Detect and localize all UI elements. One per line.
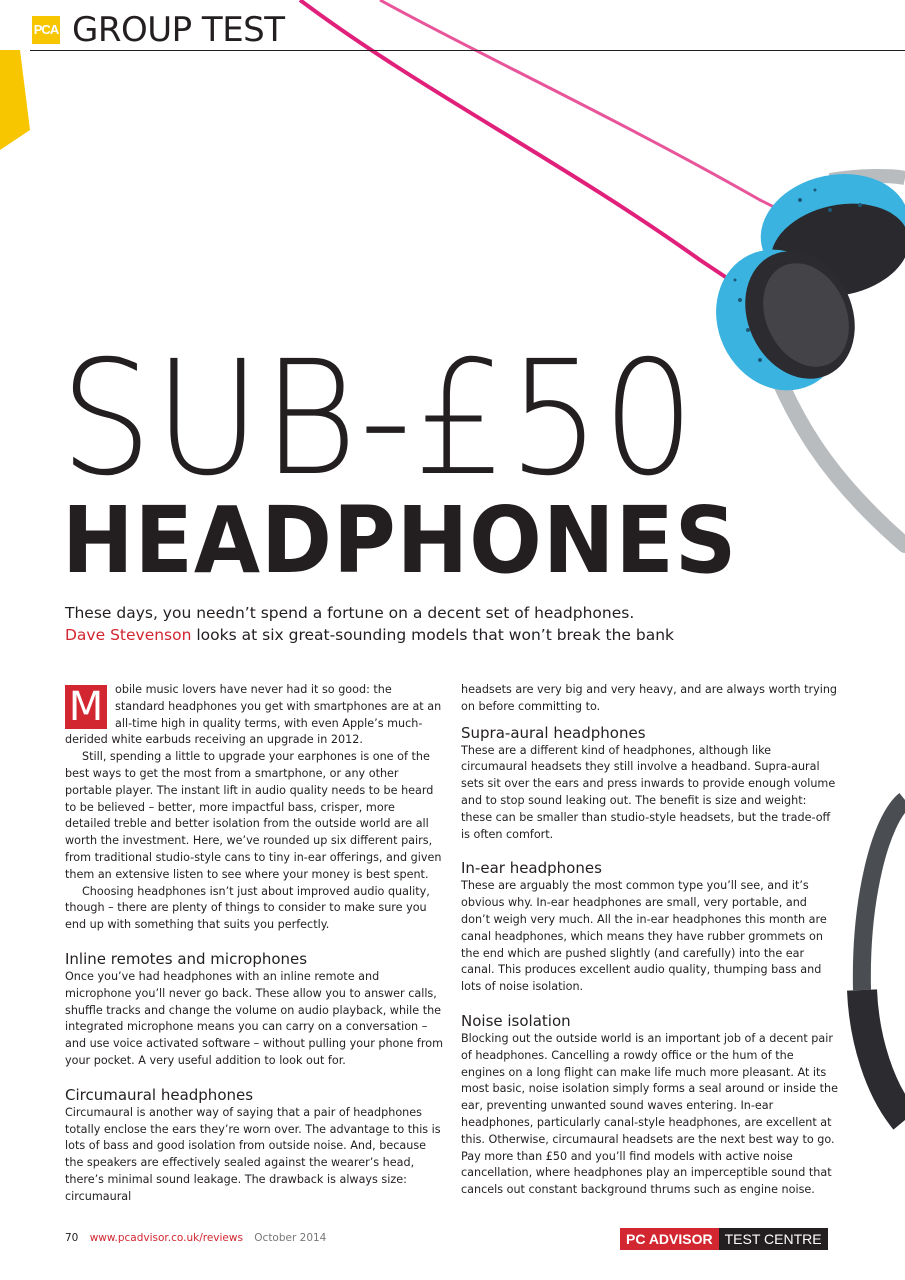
subhead-supra-aural: Supra-aural headphones bbox=[461, 723, 646, 742]
intro-paragraph: M obile music lovers have never had it so good: the standard headphones you get with smartphones are at an all-time high in quality terms, with even Apple’s much-derided white earbuds receiving an upgrade in 2012. bbox=[65, 683, 442, 747]
subhead-inline-remotes: Inline remotes and microphones bbox=[65, 949, 308, 968]
body-column-right bbox=[461, 682, 839, 1199]
brand-name: PC ADVISOR bbox=[620, 1228, 719, 1250]
pca-logo: PCA bbox=[32, 16, 60, 44]
body-paragraph: These are a different kind of headphones, although like circumaural headsets they still involve a headband. Supra-aural sets sit over the ears and press inwards to provide enough volume and to stop sound leaking out. The benefit is size and weight: these can be smaller than studio-style headsets, but the trade-off is often comfort. bbox=[461, 743, 836, 841]
header-rule bbox=[30, 50, 905, 51]
body-paragraph: Circumaural is another way of saying that a pair of headphones totally enclose the ears they’re worn over. The advantage to this is lots of bass and good isolation from outside noise. And, because the speakers are effectively sealed against the wearer’s head, there’s minimal sound leakage. The drawback is always size: circumaural bbox=[65, 1105, 441, 1203]
body-paragraph: Blocking out the outside world is an important job of a decent pair of headphones. Cancelling a rowdy office or the hum of the engines on a long flight can make life much more pleasant. At its most basic, noise isolation simply forms a seal around or inside the ear, preventing unwanted sound waves entering. In-ear headphones, particularly canal-style headphones, are excellent at this. Otherwise, circumaural headsets are the next best way to go. Pay more than £50 and you’ll find models with active noise cancellation, where headphones play an imperceptible sound that cancels out constant background thrums such as engine noise. bbox=[461, 1031, 838, 1197]
drop-cap: M bbox=[65, 685, 107, 729]
headline-line2: HEADPHONES bbox=[62, 487, 738, 594]
issue-date: October 2014 bbox=[254, 1232, 327, 1244]
section-title: GROUP TEST bbox=[72, 10, 285, 50]
body-paragraph: Once you’ve had headphones with an inline remote and microphone you’ll never go back. These allow you to answer calls, shuffle tracks and change the volume on audio playback, while the integrated microphone means you can carry on a conversation – and use voice activated software – without pulling your phone from your pocket. A very useful addition to look out for. bbox=[65, 969, 443, 1067]
standfirst bbox=[65, 602, 765, 646]
yellow-edge-tab bbox=[0, 50, 30, 150]
footer-url-link[interactable]: www.pcadvisor.co.uk/reviews bbox=[89, 1232, 243, 1244]
body-paragraph: These are arguably the most common type you’ll see, and it’s obvious why. In-ear headphones are small, very portable, and don’t weigh very much. All the in-ear headphones this month are canal headphones, which means they have rubber grommets on the end which are pushed slightly (and carefully) into the ear canal. This produces excellent audio quality, thumping bass and lots of noise isolation. bbox=[461, 879, 827, 994]
subhead-noise-isolation: Noise isolation bbox=[461, 1011, 571, 1030]
brand-badge bbox=[620, 1228, 828, 1250]
body-column-left bbox=[65, 682, 443, 1206]
page-number: 70 bbox=[65, 1232, 79, 1244]
standfirst-line2: Dave Stevenson looks at six great-sounding models that won’t break the bank bbox=[65, 626, 675, 644]
page-footer bbox=[65, 1232, 326, 1244]
headline-line1: SUB-£50 bbox=[60, 327, 697, 511]
body-paragraph: headsets are very big and very heavy, and are always worth trying on before committing to. bbox=[461, 683, 838, 713]
author-name: Dave Stevenson bbox=[65, 626, 192, 644]
body-paragraph: Choosing headphones isn’t just about improved audio quality, though – there are plenty of things to consider to make sure you end up with something that suits you perfectly. bbox=[65, 884, 430, 932]
brand-section: TEST CENTRE bbox=[719, 1228, 828, 1250]
subhead-in-ear: In-ear headphones bbox=[461, 859, 602, 878]
body-paragraph: Still, spending a little to upgrade your earphones is one of the best ways to get the most from a smartphone, or any other portable player. The instant lift in audio quality needs to be heard to be believed – better, more impactful bass, crisper, more detailed treble and better isolation from the outside world are all worth the investment. Here, we’ve rounded up six different pairs, from traditional studio-style cans to tiny in-ear offerings, and given them an extensive listen to see where your money is best spent. bbox=[65, 750, 442, 881]
subhead-circumaural: Circumaural headphones bbox=[65, 1085, 254, 1104]
standfirst-line1: These days, you needn’t spend a fortune on a decent set of headphones. bbox=[65, 604, 635, 622]
